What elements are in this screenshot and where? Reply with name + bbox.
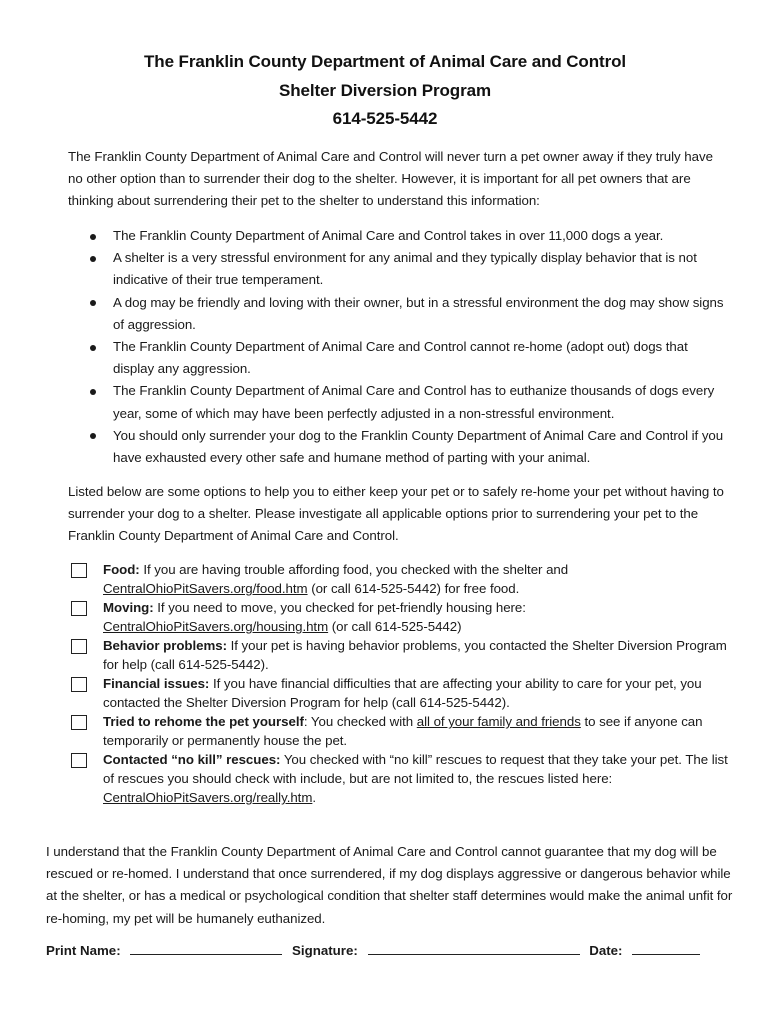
- date-field[interactable]: [632, 942, 700, 955]
- option-label: Moving:: [103, 600, 154, 615]
- options-checklist: [68, 560, 728, 807]
- bullet-icon: [90, 345, 96, 351]
- header-program: Shelter Diversion Program: [279, 80, 491, 100]
- option-text: If your pet is having behavior problems, you contacted the Shelter Diversion Program for help (call 614-525-5442).: [103, 638, 727, 672]
- nokill-checkbox[interactable]: [71, 753, 87, 768]
- option-rehome: [68, 712, 728, 750]
- signature-label: Signature:: [292, 943, 358, 958]
- header-phone: 614-525-5442: [332, 109, 438, 128]
- bullet-text: A shelter is a very stressful environment for any animal and they typically display behavior that is not indicative of their true temperament.: [113, 250, 697, 288]
- rescues-link[interactable]: CentralOhioPitSavers.org/really.htm: [103, 790, 313, 805]
- print-name-field[interactable]: [130, 942, 282, 955]
- acknowledgement-paragraph: I understand that the Franklin County Department of Animal Care and Control cannot guarantee that my dog will be rescued or re-homed. I understand that once surrendered, if my dog displays aggressive or dangerous behavior while at the shelter, or has a medical or psychological condition that shelter staff determines would make the animal unfit for re-homing, my pet will be humanely euthanized.: [46, 844, 733, 926]
- option-text-after: (or call 614-525-5442): [328, 619, 462, 634]
- option-text-after: to see if anyone can temporarily or permanently house the pet.: [103, 714, 703, 748]
- header-title: The Franklin County Department of Animal Care and Control: [144, 52, 626, 71]
- option-label: Financial issues:: [103, 676, 210, 691]
- bullet-item: [68, 336, 728, 380]
- bullet-text: You should only surrender your dog to the Franklin County Department of Animal Care and Control if you have exhausted every other safe and humane method of parting with your animal.: [113, 427, 724, 466]
- bullet-icon: [90, 433, 96, 439]
- intro-paragraph: The Franklin County Department of Animal Care and Control will never turn a pet owner away if they truly have no other option than to surrender their dog to the shelter. However, it is important for all pet owners that are thinking about surrendering their pet to the shelter to understand this information:: [68, 149, 713, 209]
- family-friends-underline: all of your family and friends: [416, 714, 581, 729]
- document-header: [0, 48, 770, 134]
- bullet-item: [68, 292, 728, 336]
- option-nokill: [68, 750, 728, 807]
- date-label: Date:: [589, 943, 623, 958]
- bullet-item: [68, 380, 728, 424]
- housing-link[interactable]: CentralOhioPitSavers.org/housing.htm: [103, 619, 329, 634]
- behavior-checkbox[interactable]: [71, 639, 87, 654]
- info-bullet-list: [68, 225, 728, 469]
- option-text: If you have financial difficulties that are affecting your ability to care for your pet, you contacted the Shelter Diversion Program for help (call 614-525-5442).: [103, 676, 702, 710]
- options-intro-paragraph: Listed below are some options to help you to either keep your pet or to safely re-home your pet without having to surrender your dog to a shelter. Please investigate all applicable options prior to surrendering your pet to the Franklin County Department of Animal Care and Control.: [68, 484, 724, 544]
- option-label: Food:: [103, 562, 140, 577]
- food-link[interactable]: CentralOhioPitSavers.org/food.htm: [103, 581, 308, 596]
- signature-field[interactable]: [368, 942, 580, 955]
- bullet-text: The Franklin County Department of Animal Care and Control has to euthanize thousands of dogs every year, some of which may have been perfectly adjusted in a non-stressful environment.: [113, 383, 715, 421]
- option-text: If you need to move, you checked for pet-friendly housing here:: [153, 600, 526, 615]
- option-text: : You checked with: [303, 714, 417, 729]
- option-text-after: .: [312, 790, 317, 805]
- option-label: Contacted “no kill” rescues:: [103, 752, 281, 767]
- option-behavior: [68, 636, 728, 674]
- option-food: [68, 560, 728, 598]
- bullet-text: The Franklin County Department of Animal Care and Control takes in over 11,000 dogs a year.: [113, 228, 664, 243]
- option-text-after: (or call 614-525-5442) for free food.: [307, 581, 520, 596]
- moving-checkbox[interactable]: [71, 601, 87, 616]
- option-moving: [68, 598, 728, 636]
- signature-line: [46, 940, 736, 962]
- print-name-label: Print Name:: [46, 943, 121, 958]
- option-label: Tried to rehome the pet yourself: [103, 714, 304, 729]
- option-label: Behavior problems:: [103, 638, 227, 653]
- bullet-item: [68, 247, 728, 291]
- bullet-item: [68, 425, 728, 469]
- food-checkbox[interactable]: [71, 563, 87, 578]
- bullet-item: [68, 225, 728, 247]
- bullet-text: A dog may be friendly and loving with their owner, but in a stressful environment the dog may show signs of aggression.: [113, 294, 724, 332]
- rehome-checkbox[interactable]: [71, 715, 87, 730]
- bullet-icon: [90, 300, 96, 306]
- bullet-icon: [90, 256, 96, 262]
- option-text: You checked with “no kill” rescues to request that they take your pet. The list of rescues you should check with include, but are not limited to, the rescues listed here:: [103, 752, 728, 786]
- bullet-icon: [90, 234, 96, 240]
- bullet-icon: [90, 389, 96, 395]
- financial-checkbox[interactable]: [71, 677, 87, 692]
- bullet-text: The Franklin County Department of Animal Care and Control cannot re-home (adopt out) dogs that display any aggression.: [113, 339, 688, 377]
- option-text: If you are having trouble affording food, you checked with the shelter and: [139, 562, 569, 577]
- option-financial: [68, 674, 728, 712]
